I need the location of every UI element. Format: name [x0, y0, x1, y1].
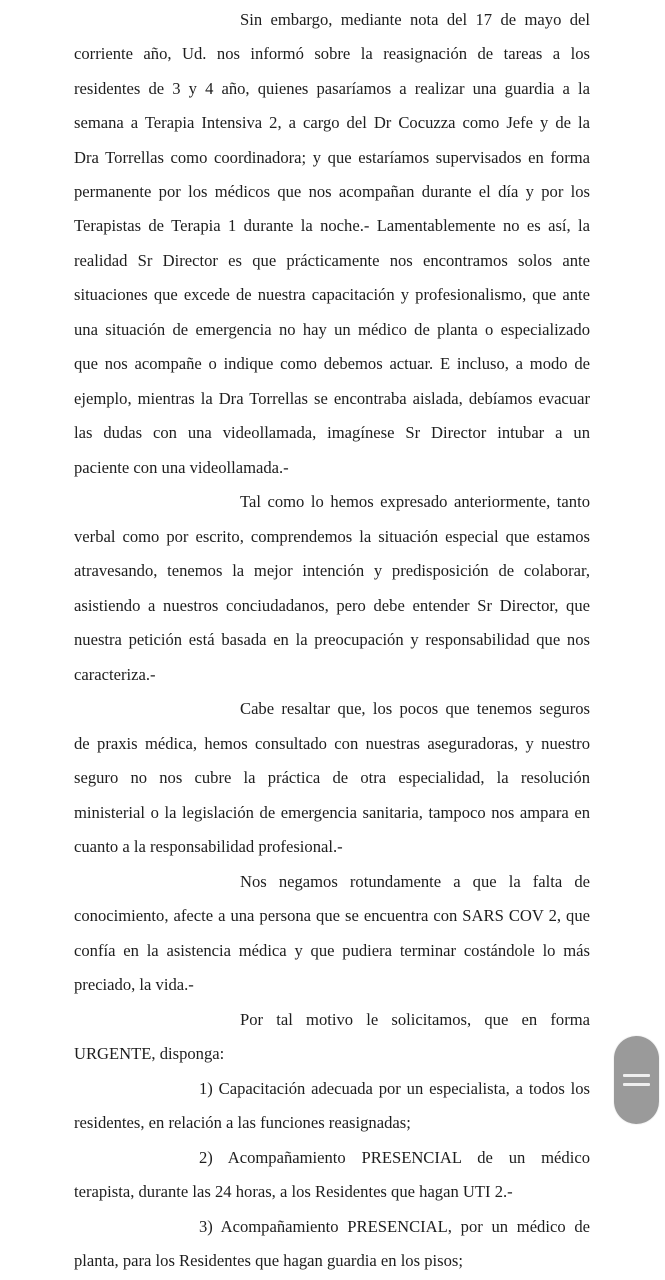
paragraph-line: verbal como por escrito, comprendemos la situación especial que estamos	[74, 527, 590, 546]
request-line: 2) Acompañamiento PRESENCIAL de un médico	[199, 1148, 590, 1167]
request-line: 3) Acompañamiento PRESENCIAL, por un médico de	[199, 1217, 590, 1236]
paragraph-line: nuestra petición está basada en la preocupación y responsabilidad que nos	[74, 630, 590, 649]
paragraph-line: caracteriza.-	[74, 665, 156, 684]
paragraph-line: ejemplo, mientras la Dra Torrellas se encontraba aislada, debíamos evacuar	[74, 389, 590, 408]
paragraph-line: paciente con una videollamada.-	[74, 458, 289, 477]
paragraph-line: semana a Terapia Intensiva 2, a cargo del Dr Cocuzza como Jefe y de la	[74, 113, 590, 132]
paragraph-line: situaciones que excede de nuestra capacitación y profesionalismo, que ante	[74, 285, 590, 304]
request-line: residentes, en relación a las funciones reasignadas;	[74, 1113, 411, 1132]
paragraph-line: una situación de emergencia no hay un médico de planta o especializado	[74, 320, 590, 339]
paragraph-line: URGENTE, disponga:	[74, 1044, 225, 1063]
paragraph-line: atravesando, tenemos la mejor intención y predisposición de colaborar,	[74, 561, 590, 580]
paragraph-line: Tal como lo hemos expresado anteriormente, tanto	[240, 492, 590, 511]
paragraph-line: Dra Torrellas como coordinadora; y que estaríamos supervisados en forma	[74, 148, 590, 167]
paragraph-line: realidad Sr Director es que prácticamente nos encontramos solos ante	[74, 251, 590, 270]
drag-handle-bar	[623, 1074, 650, 1077]
paragraph-line: seguro no nos cubre la práctica de otra especialidad, la resolución	[74, 768, 590, 787]
paragraph-line: permanente por los médicos que nos acompañan durante el día y por los	[74, 182, 590, 201]
request-line: 1) Capacitación adecuada por un especialista, a todos los	[199, 1079, 590, 1098]
paragraph-line: Nos negamos rotundamente a que la falta de	[240, 872, 590, 891]
paragraph-line: cuanto a la responsabilidad profesional.-	[74, 837, 343, 856]
request-line: terapista, durante las 24 horas, a los Residentes que hagan UTI 2.-	[74, 1182, 513, 1201]
scroll-handle[interactable]	[614, 1036, 659, 1124]
request-line: planta, para los Residentes que hagan guardia en los pisos;	[74, 1251, 463, 1270]
paragraph-line: Terapistas de Terapia 1 durante la noche.- Lamentablemente no es así, la	[74, 216, 590, 235]
paragraph-line: confía en la asistencia médica y que pudiera terminar costándole lo más	[74, 941, 590, 960]
paragraph-line: Cabe resaltar que, los pocos que tenemos seguros	[240, 699, 590, 718]
paragraph-line: asistiendo a nuestros conciudadanos, pero debe entender Sr Director, que	[74, 596, 590, 615]
paragraph-line: Por tal motivo le solicitamos, que en forma	[240, 1010, 590, 1029]
paragraph-line: de praxis médica, hemos consultado con nuestras aseguradoras, y nuestro	[74, 734, 590, 753]
paragraph-line: residentes de 3 y 4 año, quienes pasaríamos a realizar una guardia a la	[74, 79, 590, 98]
paragraph-line: Sin embargo, mediante nota del 17 de mayo del	[240, 10, 590, 29]
drag-handle-bar	[623, 1083, 650, 1086]
paragraph-line: las dudas con una videollamada, imagínese Sr Director intubar a un	[74, 423, 590, 442]
paragraph-line: corriente año, Ud. nos informó sobre la reasignación de tareas a los	[74, 44, 590, 63]
paragraph-line: preciado, la vida.-	[74, 975, 194, 994]
paragraph-line: conocimiento, afecte a una persona que se encuentra con SARS COV 2, que	[74, 906, 590, 925]
paragraph-line: que nos acompañe o indique como debemos actuar. E incluso, a modo de	[74, 354, 590, 373]
paragraph-line: ministerial o la legislación de emergencia sanitaria, tampoco nos ampara en	[74, 803, 590, 822]
